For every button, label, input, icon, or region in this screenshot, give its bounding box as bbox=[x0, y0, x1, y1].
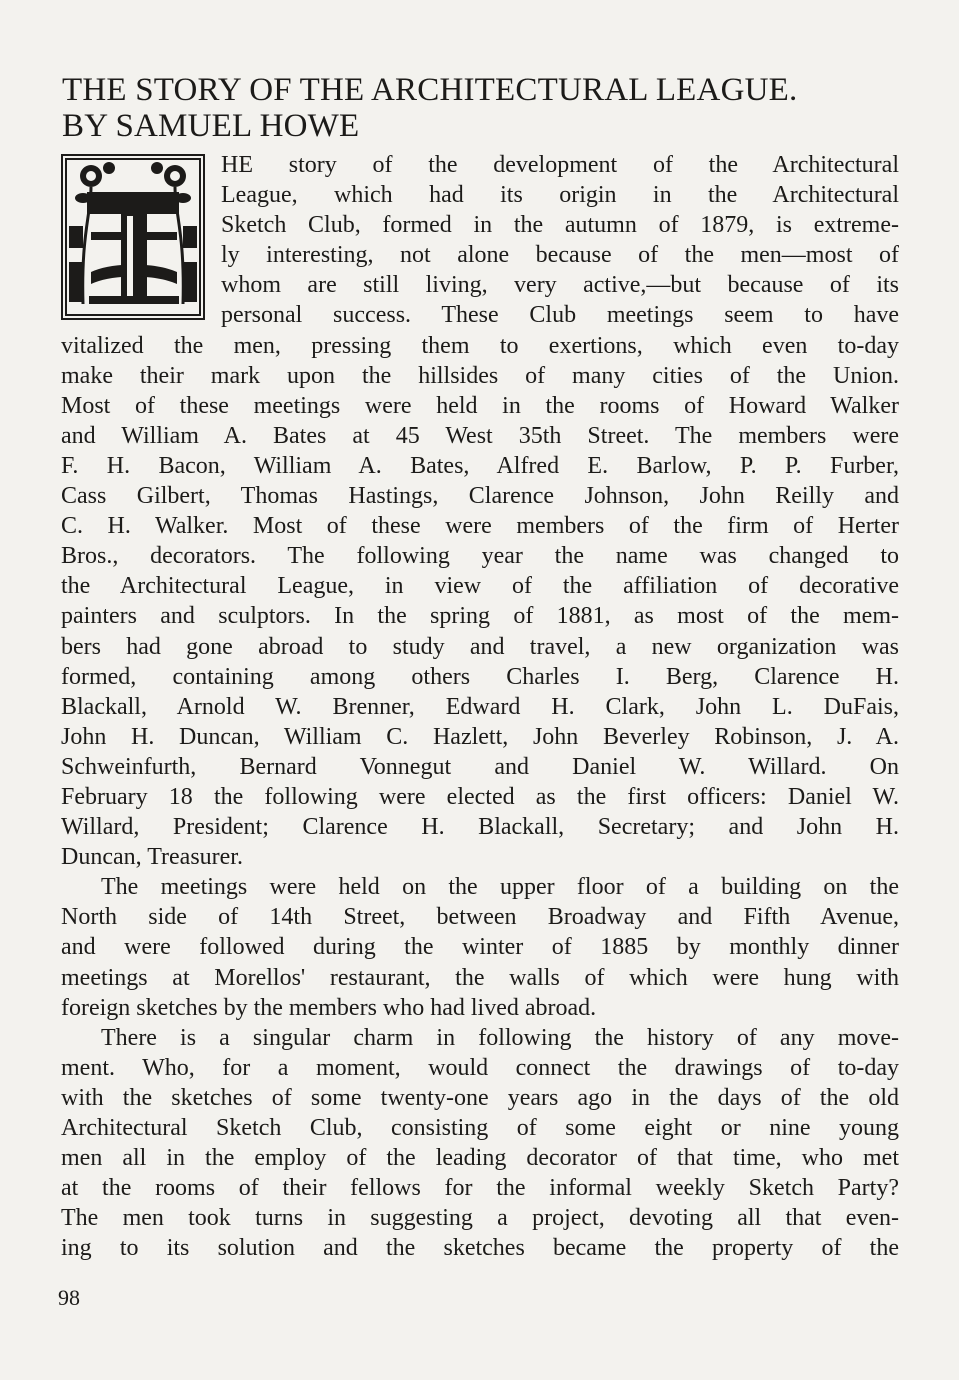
text-line: Cass Gilbert, Thomas Hastings, Clarence Johnson, John Reilly and bbox=[61, 483, 899, 510]
text-line: North side of 14th Street, between Broadway and Fifth Avenue, bbox=[61, 904, 899, 931]
text-line: personal success. These Club meetings seem to have bbox=[221, 302, 899, 329]
text-line: and William A. Bates at 45 West 35th Street. The members were bbox=[61, 422, 899, 449]
text-line: Schweinfurth, Bernard Vonnegut and Daniel W. Willard. On bbox=[61, 753, 899, 780]
text-line: whom are still living, very active,—but because of its bbox=[221, 272, 899, 299]
text-line: Blackall, Arnold W. Brenner, Edward H. Clark, John L. DuFais, bbox=[61, 693, 899, 720]
title-line-1: THE STORY OF THE ARCHITECTURAL LEAGUE. bbox=[62, 72, 798, 108]
text-line: with the sketches of some twenty-one years ago in the days of the old bbox=[61, 1084, 899, 1111]
text-line: Most of these meetings were held in the rooms of Howard Walker bbox=[61, 392, 899, 419]
text-line: meetings at Morellos' restaurant, the walls of which were hung with bbox=[61, 964, 899, 991]
text-line: Duncan, Treasurer. bbox=[61, 844, 243, 871]
text-line: Architectural Sketch Club, consisting of some eight or nine young bbox=[61, 1115, 899, 1141]
text-line: C. H. Walker. Most of these were members of the firm of Herter bbox=[61, 513, 899, 540]
text-line: formed, containing among others Charles I. Berg, Clarence H. bbox=[61, 663, 899, 690]
page-number: 98 bbox=[58, 1285, 80, 1310]
text-line: John H. Duncan, William C. Hazlett, John Beverley Robinson, J. A. bbox=[61, 723, 899, 750]
text-line: and were followed during the winter of 1885 by monthly dinner bbox=[61, 934, 899, 961]
text-line: foreign sketches by the members who had lived abroad. bbox=[61, 994, 597, 1021]
text-line: The men took turns in suggesting a project, devoting all that even- bbox=[61, 1205, 899, 1232]
text-line: There is a singular charm in following the history of any move- bbox=[101, 1024, 899, 1051]
text-line: Bros., decorators. The following year the name was changed to bbox=[61, 543, 899, 570]
text-line: at the rooms of their fellows for the informal weekly Sketch Party? bbox=[61, 1175, 899, 1202]
text-line: ment. Who, for a moment, would connect the drawings of to-day bbox=[61, 1054, 899, 1081]
text-line: Sketch Club, formed in the autumn of 1879, is extreme- bbox=[221, 212, 899, 239]
ornamental-dropcap-t bbox=[61, 154, 205, 320]
title-byline: BY SAMUEL HOWE bbox=[62, 108, 360, 144]
text-line: February 18 the following were elected as the first officers: Daniel W. bbox=[61, 783, 899, 810]
text-line: painters and sculptors. In the spring of 1881, as most of the mem- bbox=[61, 603, 899, 630]
text-line: F. H. Bacon, William A. Bates, Alfred E. Barlow, P. P. Furber, bbox=[61, 452, 899, 479]
text-line: The meetings were held on the upper floor of a building on the bbox=[101, 874, 899, 901]
text-line: ing to its solution and the sketches became the property of the bbox=[61, 1235, 899, 1262]
text-line: make their mark upon the hillsides of many cities of the Union. bbox=[61, 362, 899, 389]
article-title bbox=[62, 72, 902, 144]
text-line: vitalized the men, pressing them to exertions, which even to-day bbox=[61, 332, 899, 359]
text-line: the Architectural League, in view of the affiliation of decorative bbox=[61, 573, 899, 600]
text-line: men all in the employ of the leading decorator of that time, who met bbox=[61, 1145, 899, 1172]
text-line: League, which had its origin in the Architectural bbox=[221, 182, 899, 209]
text-line: bers had gone abroad to study and travel, a new organization was bbox=[61, 633, 899, 660]
text-line: Willard, President; Clarence H. Blackall, Secretary; and John H. bbox=[61, 814, 899, 841]
text-line: HE story of the development of the Architectural bbox=[221, 152, 899, 178]
text-line: ly interesting, not alone because of the men—most of bbox=[221, 242, 899, 269]
article-body bbox=[61, 150, 899, 1263]
